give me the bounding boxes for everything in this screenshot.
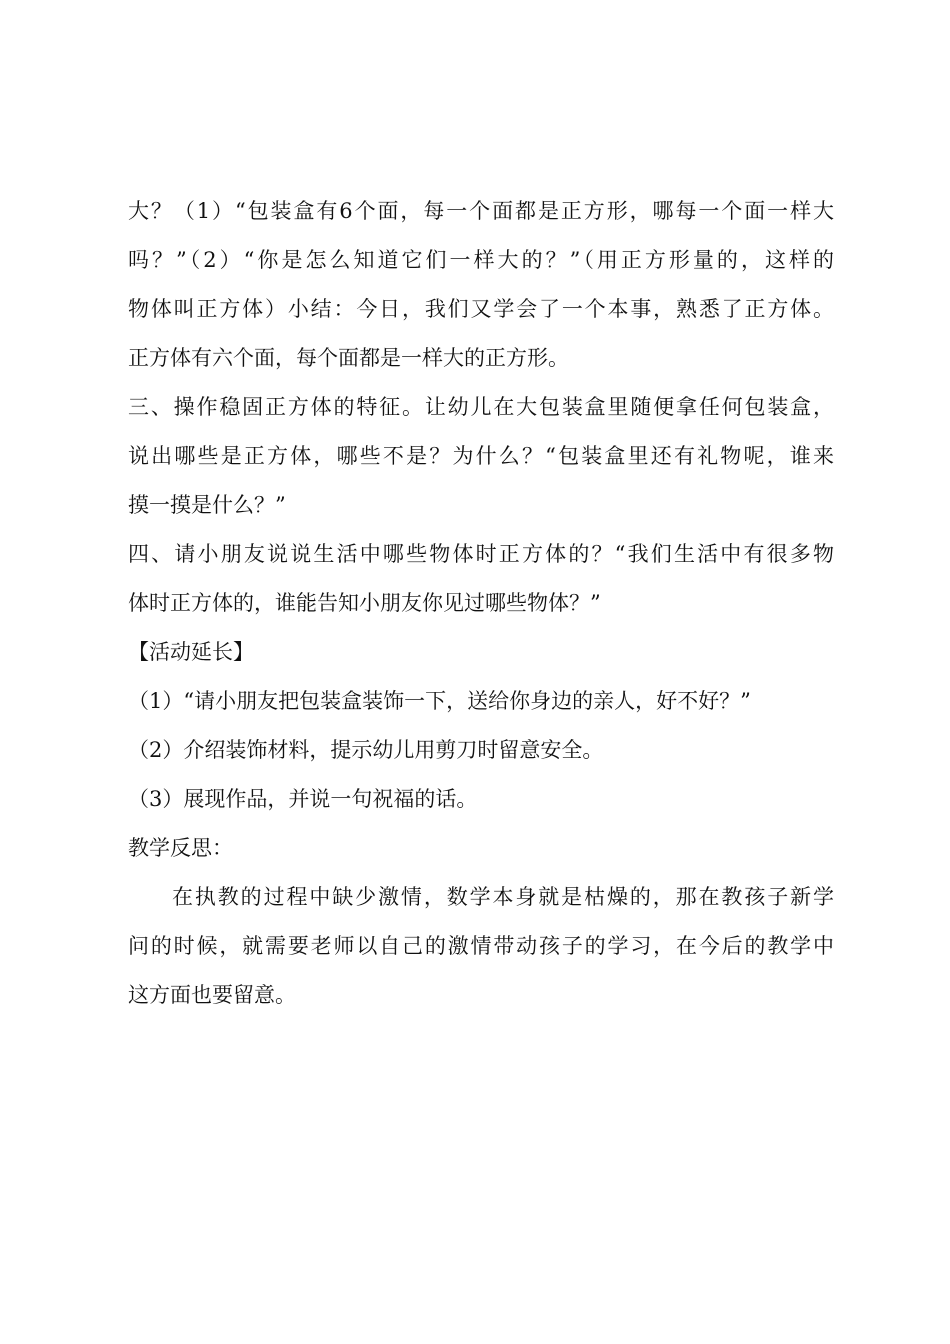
text-line: 体时正方体的，谁能告知小朋友你见过哪些物体？” xyxy=(128,591,601,615)
reflection-paragraph-line: 这方面也要留意。 xyxy=(128,983,296,1007)
text-line: 吗？”（2）“你是怎么知道它们一样大的？”（用正方形量的，这样的 xyxy=(128,248,834,272)
list-item: （1）“请小朋友把包装盒装饰一下，送给你身边的亲人，好不好？” xyxy=(128,689,751,713)
section-heading-teaching-reflection: 教学反思： xyxy=(128,836,233,860)
text-line: 说出哪些是正方体，哪些不是？为什么？“包装盒里还有礼物呢，谁来 xyxy=(128,444,834,468)
text-line: 物体叫正方体）小结：今日，我们又学会了一个本事，熟悉了正方体。 xyxy=(128,297,834,321)
section-four-line: 四、请小朋友说说生活中哪些物体时正方体的？“我们生活中有很多物 xyxy=(128,542,834,566)
text-line: 正方体有六个面，每个面都是一样大的正方形。 xyxy=(128,346,569,370)
list-item: （2）介绍装饰材料，提示幼儿用剪刀时留意安全。 xyxy=(128,738,604,762)
section-three-line: 三、操作稳固正方体的特征。让幼儿在大包装盒里随便拿任何包装盒， xyxy=(128,395,834,419)
list-item: （3）展现作品，并说一句祝福的话。 xyxy=(128,787,478,811)
text-line: 摸一摸是什么？” xyxy=(128,493,286,517)
document-body xyxy=(128,187,834,1020)
reflection-paragraph-line: 问的时候，就需要老师以自己的激情带动孩子的学习，在今后的教学中 xyxy=(128,934,834,958)
reflection-paragraph-line: 在执教的过程中缺少激情，数学本身就是枯燥的，那在教孩子新学 xyxy=(172,885,834,909)
text-line: 大？（1）“包装盒有6个面，每一个面都是正方形，哪每一个面一样大 xyxy=(128,199,834,223)
section-heading-activity-extension: 【活动延长】 xyxy=(128,640,254,664)
